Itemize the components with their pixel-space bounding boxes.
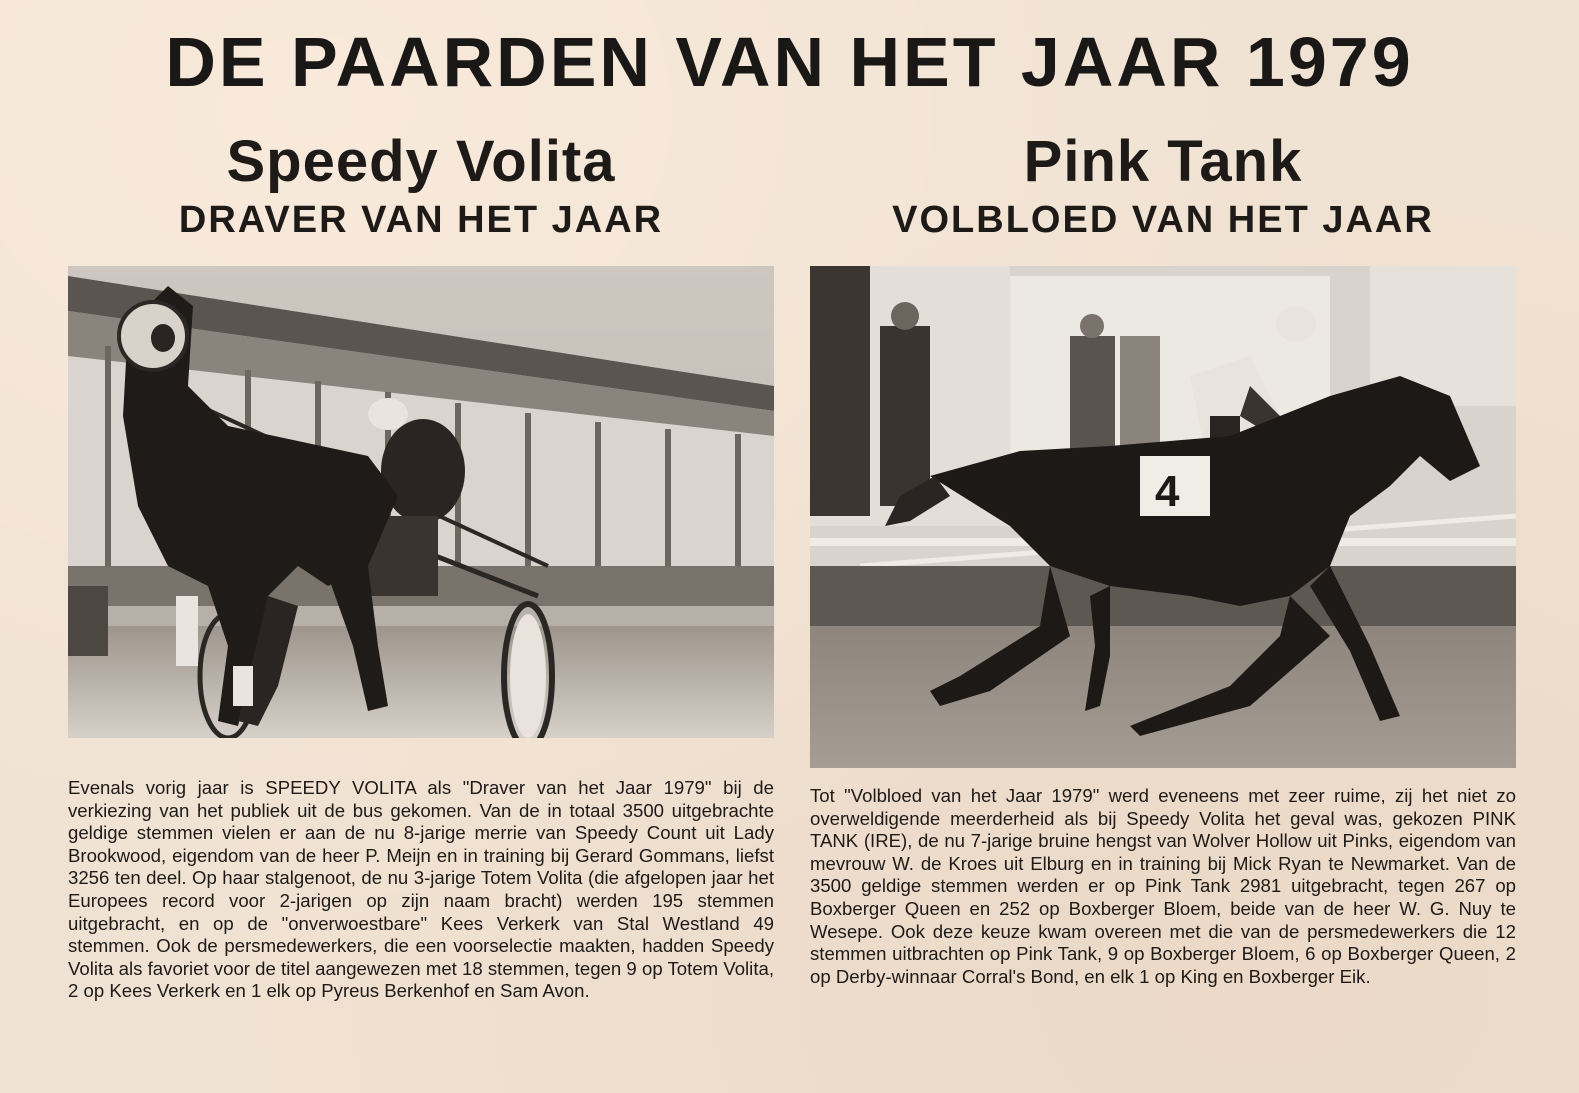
- horse-name-right: Pink Tank: [1023, 129, 1303, 194]
- racehorse-photo: [810, 266, 1516, 768]
- racehorse-photo-illustration: [810, 266, 1516, 768]
- article-body-right: [810, 785, 1516, 988]
- article-pink-tank: [810, 128, 1516, 987]
- page-headline: DE PAARDEN VAN HET JAAR 1979: [165, 23, 1414, 101]
- saddle-number: 4: [1155, 467, 1180, 516]
- horse-title-left: DRAVER VAN HET JAAR: [178, 199, 664, 241]
- trotter-photo: [68, 266, 774, 738]
- article-text-right: Tot "Volbloed van het Jaar 1979" werd eveneens met zeer ruime, zij het niet zo overweldigende meerderheid als bij Speedy Volita het geval was, gekozen PINK TANK (IRE), de nu 7-jarige bruine hengst van Wolver Hollow uit Pinks, eigendom van mevrouw W. de Kroes uit Elburg en in training bij Mick Ryan te Newmarket. Van de 3500 geldige stemmen werden er op Pink Tank 2981 uitgebracht, tegen 267 op Boxberger Queen en 252 op Boxberger Bloem, beide van de heer W. G. Nuy te Wesepe. Ook deze keuze kwam overeen met die van de persmedewerkers die 12 stemmen uitbrachten op Pink Tank, 9 op Boxberger Bloem, 6 op Boxberger Queen, 2 op Derby-winnaar Corral's Bond, en elk 1 op King en Boxberger Eik.: [810, 785, 1516, 987]
- article-body-left: [68, 777, 774, 1003]
- article-text-left: Evenals vorig jaar is SPEEDY VOLITA als "Draver van het Jaar 1979" bij de verkiezing van het publiek uit de bus gekomen. Van de in totaal 3500 uitgebrachte geldige stemmen vielen er aan de nu 8-jarige merrie van Speedy Count uit Lady Brookwood, eigendom van de heer P. Meijn en in training bij Gerard Gommans, liefst 3256 ten deel. Op haar stalgenoot, de nu 3-jarige Totem Volita (die afgelopen jaar het Europees record voor 2-jarigen op zijn naam bracht) werden 195 stemmen uitgebracht, en op de "onverwoestbare" Kees Verkerk van Stal Westland 49 stemmen. Ook de persmedewerkers, die een voorselectie maakten, hadden Speedy Volita als favoriet voor de titel aangewezen met 18 stemmen, tegen 9 op Totem Volita, 2 op Kees Verkerk en 1 elk op Pyreus Berkenhof en Sam Avon.: [68, 777, 774, 1002]
- horse-name-left: Speedy Volita: [226, 129, 616, 194]
- article-speedy-volita: [68, 128, 774, 1002]
- horse-title-right: VOLBLOED VAN HET JAAR: [892, 199, 1434, 241]
- trotter-photo-illustration: [68, 266, 774, 738]
